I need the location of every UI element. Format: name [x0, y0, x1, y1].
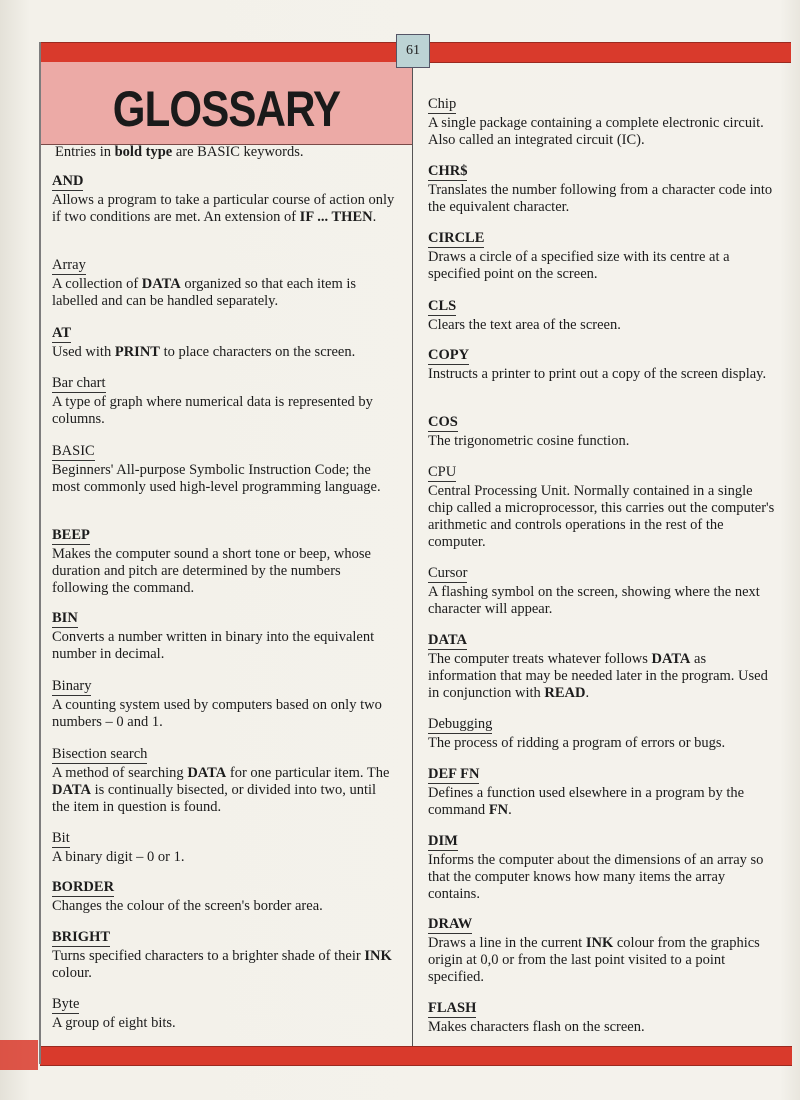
glossary-entry	[52, 928, 397, 982]
center-column-rule	[412, 61, 413, 1046]
glossary-entry	[52, 442, 397, 496]
entry-term: Debugging	[428, 716, 493, 732]
entry-definition: A type of graph where numerical data is represented by columns.	[52, 394, 373, 427]
entry-term: Chip	[428, 96, 457, 112]
glossary-entry	[52, 829, 397, 866]
entry-term: Binary	[52, 678, 92, 694]
title-box	[41, 62, 412, 145]
entry-definition: Informs the computer about the dimensions of an array so that the computer knows how many items the array contains.	[428, 852, 764, 902]
entry-definition: Draws a line in the current INK colour from the graphics origin at 0,0 or from the last point visited to a point specified.	[428, 935, 760, 985]
intro-text-before: Entries in	[55, 144, 115, 160]
entry-term: Bisection search	[52, 746, 148, 762]
intro-text-after: are BASIC keywords.	[172, 144, 304, 160]
entry-definition: A binary digit – 0 or 1.	[52, 849, 185, 865]
glossary-entry	[428, 999, 778, 1036]
entry-definition: Central Processing Unit. Normally contained in a single chip called a microprocessor, this carries out the computer's arithmetic and controls operations in the rest of the computer.	[428, 483, 775, 550]
entry-term: FLASH	[428, 1000, 477, 1016]
entry-definition: The process of ridding a program of errors or bugs.	[428, 735, 726, 751]
glossary-entry	[52, 324, 397, 361]
glossary-entry	[428, 915, 778, 986]
glossary-entry	[428, 715, 778, 752]
glossary-entry	[428, 463, 778, 551]
glossary-entry	[428, 631, 778, 702]
glossary-entry	[52, 677, 397, 731]
entry-term: COS	[428, 414, 458, 430]
entry-definition: A flashing symbol on the screen, showing where the next character will appear.	[428, 584, 760, 617]
entry-definition: A collection of DATA organized so that each item is labelled and can be handled separately.	[52, 276, 357, 309]
entry-definition: Translates the number following from a character code into the equivalent character.	[428, 182, 773, 215]
entry-term: Array	[52, 257, 86, 273]
entry-term: CIRCLE	[428, 230, 485, 246]
entry-definition: Allows a program to take a particular course of action only if two conditions are met. An extension of IF ... THEN.	[52, 192, 395, 225]
left-column-rule	[39, 42, 41, 1064]
entry-term: CPU	[428, 464, 457, 480]
entry-term: Byte	[52, 996, 80, 1012]
entry-definition: Beginners' All-purpose Symbolic Instruction Code; the most commonly used high-level programming language.	[52, 462, 381, 495]
glossary-entry	[52, 526, 397, 597]
entry-definition: Draws a circle of a specified size with its centre at a specified point on the screen.	[428, 249, 730, 282]
glossary-entry	[428, 229, 778, 283]
entry-definition: Makes characters flash on the screen.	[428, 1019, 645, 1035]
bottom-red-bar	[40, 1046, 792, 1066]
glossary-intro	[55, 143, 304, 161]
entry-definition: A group of eight bits.	[52, 1015, 176, 1031]
entry-term: Cursor	[428, 565, 468, 581]
entry-definition: A counting system used by computers based on only two numbers – 0 and 1.	[52, 697, 382, 730]
page-title: GLOSSARY	[112, 81, 341, 137]
entry-term: BRIGHT	[52, 929, 111, 945]
entry-definition: The trigonometric cosine function.	[428, 433, 630, 449]
entry-term: DRAW	[428, 916, 473, 932]
glossary-entry	[428, 162, 778, 216]
entry-definition: Converts a number written in binary into the equivalent number in decimal.	[52, 629, 375, 662]
entry-term: AT	[52, 325, 72, 341]
entry-term: DATA	[428, 632, 467, 648]
entry-definition: Instructs a printer to print out a copy of the screen display.	[428, 366, 767, 382]
entry-definition: Clears the text area of the screen.	[428, 317, 621, 333]
glossary-entry	[428, 95, 778, 149]
entry-definition: Changes the colour of the screen's border area.	[52, 898, 323, 914]
entry-term: BEEP	[52, 527, 90, 543]
glossary-entry	[52, 609, 397, 663]
entry-term: BIN	[52, 610, 78, 626]
entry-term: DEF FN	[428, 766, 480, 782]
entry-term: Bar chart	[52, 375, 106, 391]
glossary-entry	[428, 346, 778, 383]
entry-definition: Defines a function used elsewhere in a program by the command FN.	[428, 785, 745, 818]
glossary-entry	[428, 297, 778, 334]
entry-term: AND	[52, 173, 84, 189]
entry-definition: Makes the computer sound a short tone or beep, whose duration and pitch are determined by the numbers following the command.	[52, 546, 371, 596]
glossary-entry	[52, 878, 397, 915]
glossary-entry	[52, 256, 397, 310]
entry-definition: Turns specified characters to a brighter shade of their INK colour.	[52, 948, 392, 981]
glossary-entry	[428, 413, 778, 450]
entry-definition: Used with PRINT to place characters on the screen.	[52, 344, 356, 360]
entry-term: CLS	[428, 298, 457, 314]
glossary-entry	[52, 745, 397, 816]
glossary-entry	[428, 765, 778, 819]
page-number: 61	[396, 34, 430, 68]
entry-term: DIM	[428, 833, 458, 849]
glossary-entry	[52, 995, 397, 1032]
entry-definition: A method of searching DATA for one particular item. The DATA is continually bisected, or divided into two, until the item in question is found.	[52, 765, 390, 815]
intro-text-bold: bold type	[114, 144, 173, 160]
entry-term: COPY	[428, 347, 470, 363]
binding-edge-mark	[0, 1040, 38, 1070]
glossary-entry	[428, 832, 778, 903]
entry-term: CHR$	[428, 163, 468, 179]
glossary-entry	[52, 172, 397, 226]
entry-term: BORDER	[52, 879, 115, 895]
glossary-entry	[52, 374, 397, 428]
entry-definition: The computer treats whatever follows DATA as information that may be needed later in the program. Used in conjunction with READ.	[428, 651, 768, 701]
entry-term: Bit	[52, 830, 70, 846]
entry-definition: A single package containing a complete electronic circuit. Also called an integrated circuit (IC).	[428, 115, 764, 148]
entry-term: BASIC	[52, 443, 95, 459]
glossary-entry	[428, 564, 778, 618]
